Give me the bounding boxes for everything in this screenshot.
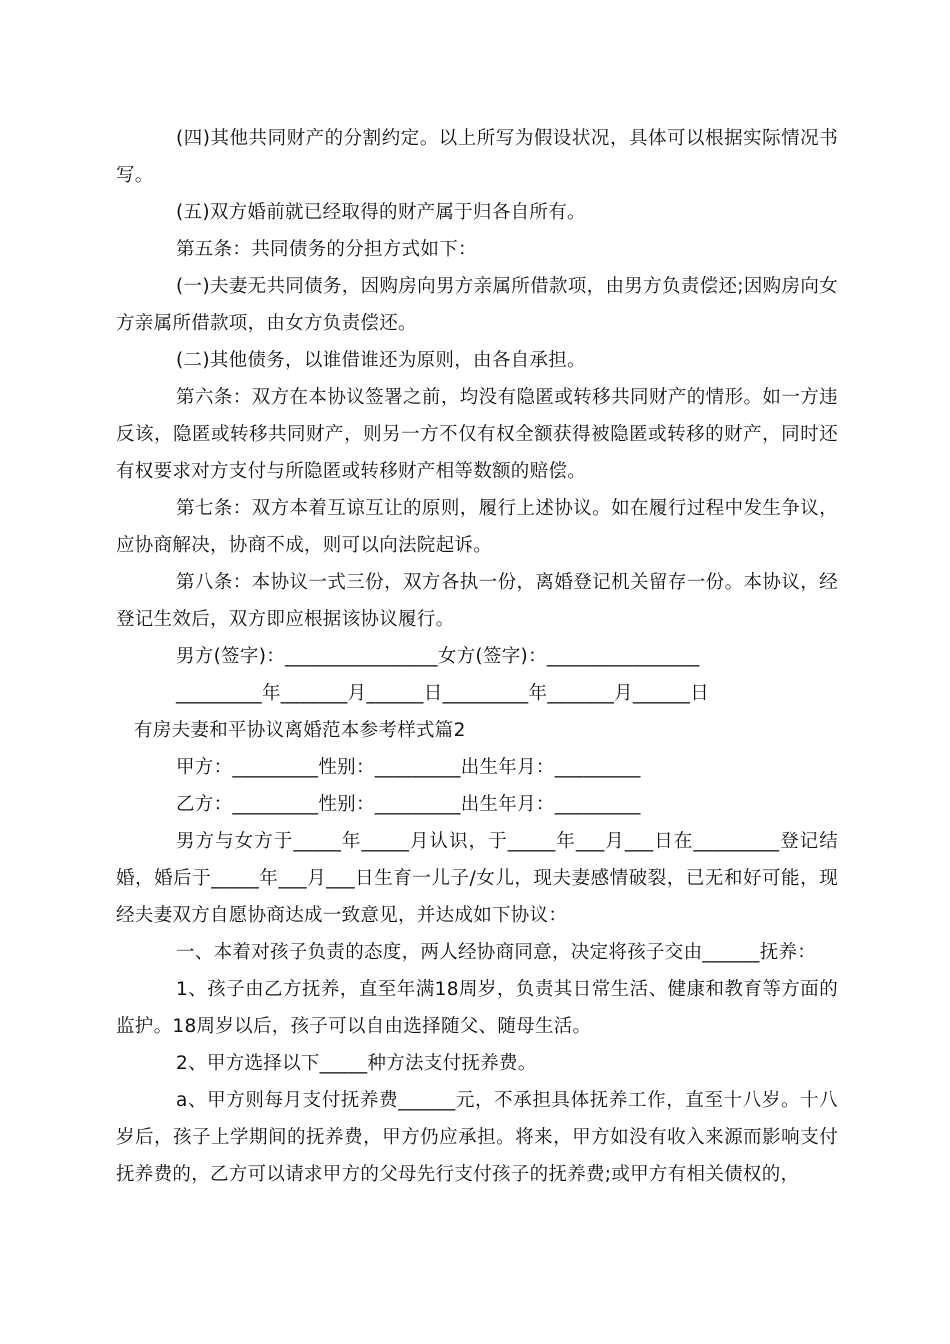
paragraph: (五)双方婚前就已经取得的财产属于归各自所有。 [176, 202, 586, 223]
paragraph: 第五条：共同债务的分担方式如下： [176, 239, 477, 260]
date-line: _________年_______月______日_________年_______月______日 [176, 683, 709, 704]
party-b-line: 乙方：_________性别：_________出生年月：_________ [176, 794, 641, 815]
document-body [116, 120, 838, 1193]
paragraph: 1、孩子由乙方抚养，直至年满18周岁，负责其日常生活、健康和教育等方面的监护。18周岁以后，孩子可以自由选择随父、随母生活。 [116, 979, 838, 1037]
paragraph: 2、甲方选择以下_____种方法支付抚养费。 [176, 1053, 537, 1074]
paragraph: (一)夫妻无共同债务，因购房向男方亲属所借款项，由男方负责偿还;因购房向女方亲属所借款项，由女方负责偿还。 [116, 276, 838, 334]
paragraph: 男方与女方于_____年_____月认识，于_____年___月___日在_________登记结婚，婚后于_____年___月___日生育一儿子/女儿，现夫妻感情破裂，已无和好可能，现经夫妻双方自愿协商达成一致意见，并达成如下协议： [116, 831, 838, 926]
paragraph: (四)其他共同财产的分割约定。以上所写为假设状况，具体可以根据实际情况书写。 [116, 128, 838, 186]
signature-line: 男方(签字)：________________女方(签字)：________________ [176, 646, 700, 667]
paragraph: 第七条：双方本着互谅互让的原则，履行上述协议。如在履行过程中发生争议，应协商解决，协商不成，则可以向法院起诉。 [116, 498, 838, 556]
paragraph: 一、本着对孩子负责的态度，两人经协商同意，决定将孩子交由______抚养： [176, 942, 817, 963]
section-heading: 有房夫妻和平协议离婚范本参考样式篇2 [134, 720, 466, 741]
paragraph: 第八条：本协议一式三份，双方各执一份，离婚登记机关留存一份。本协议，经登记生效后，双方即应根据该协议履行。 [116, 572, 838, 630]
paragraph: 第六条：双方在本协议签署之前，均没有隐匿或转移共同财产的情形。如一方违反该，隐匿或转移共同财产，则另一方不仅有权全额获得被隐匿或转移的财产，同时还有权要求对方支付与所隐匿或转移财产相等数额的赔偿。 [116, 387, 838, 482]
paragraph: a、甲方则每月支付抚养费______元，不承担具体抚养工作，直至十八岁。十八岁后，孩子上学期间的抚养费，甲方仍应承担。将来，甲方如没有收入来源而影响支付抚养费的，乙方可以请求甲方的父母先行支付孩子的抚养费;或甲方有相关债权的， [116, 1090, 838, 1185]
paragraph: (二)其他债务，以谁借谁还为原则，由各自承担。 [176, 350, 586, 371]
party-a-line: 甲方：_________性别：_________出生年月：_________ [176, 757, 641, 778]
